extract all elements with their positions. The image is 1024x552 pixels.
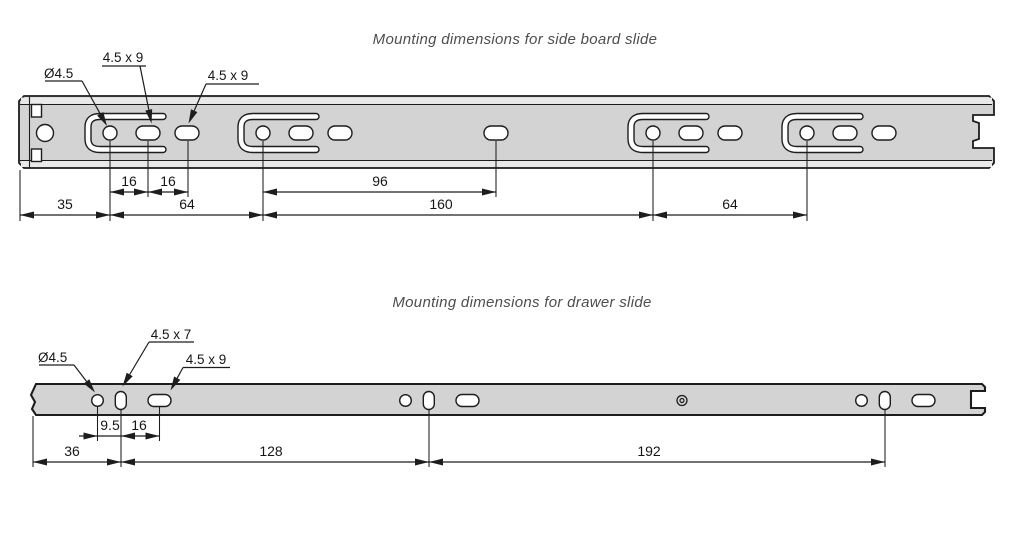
arrowhead <box>110 189 124 196</box>
end-notch-bottom <box>32 149 42 162</box>
arrowhead <box>121 433 135 440</box>
slot-hole <box>872 126 896 140</box>
arrowhead <box>33 459 47 466</box>
screw-hole <box>856 395 868 407</box>
rail-top-flange <box>21 98 992 105</box>
diagram-title-drawer: Mounting dimensions for drawer slide <box>392 294 652 311</box>
leader-line <box>130 342 149 375</box>
arrowhead <box>482 189 496 196</box>
dim-160: 160 <box>429 196 453 212</box>
dim-128: 128 <box>259 443 283 459</box>
sideboard-slide-diagram <box>19 31 994 221</box>
arrowhead <box>263 212 277 219</box>
rivet <box>677 396 687 406</box>
arrowhead <box>146 433 160 440</box>
sideboard-rail <box>19 96 994 168</box>
screw-hole <box>400 395 412 407</box>
dim-9-5: 9.5 <box>100 417 120 433</box>
arrowhead <box>174 189 188 196</box>
arrowhead <box>134 189 148 196</box>
leader-line <box>74 365 87 381</box>
arrowhead <box>871 459 885 466</box>
dim-16: 16 <box>131 417 147 433</box>
dim-16b: 16 <box>160 173 176 189</box>
dim-64a: 64 <box>179 196 195 212</box>
arrowhead <box>84 433 98 440</box>
dim-16a: 16 <box>121 173 137 189</box>
slot-hole <box>456 395 479 407</box>
screw-hole <box>103 126 117 140</box>
arrowhead <box>148 189 162 196</box>
arrowhead <box>107 459 121 466</box>
callout-slot-b: 4.5 x 9 <box>185 352 227 367</box>
vertical-slot-hole <box>115 392 126 410</box>
slot-hole <box>833 126 857 140</box>
slot-hole-middle <box>484 126 508 140</box>
screw-hole <box>800 126 814 140</box>
drawer-rail <box>31 384 985 415</box>
screw-hole <box>92 395 104 407</box>
arrowhead <box>20 212 34 219</box>
dim-96: 96 <box>372 173 388 189</box>
rail-bottom-flange <box>21 161 992 167</box>
arrowhead <box>415 459 429 466</box>
leader-line <box>177 368 183 379</box>
screw-hole <box>646 126 660 140</box>
slot-hole <box>289 126 313 140</box>
screw-hole <box>256 126 270 140</box>
arrowhead <box>121 459 135 466</box>
arrowhead <box>429 459 443 466</box>
dim-35: 35 <box>57 196 73 212</box>
callout-slot-b: 4.5 x 9 <box>207 68 249 83</box>
drawer-callouts <box>38 327 230 393</box>
diagram-title-sideboard: Mounting dimensions for side board slide <box>372 31 658 48</box>
slot-hole <box>328 126 352 140</box>
arrowhead <box>653 212 667 219</box>
screw-hole-end <box>37 125 54 142</box>
dim-36: 36 <box>64 443 80 459</box>
arrowhead <box>249 212 263 219</box>
vertical-slot-hole <box>879 392 890 410</box>
slot-hole <box>175 126 199 140</box>
rail-outline <box>31 384 985 415</box>
callout-slot-a: 4.5 x 7 <box>150 327 192 342</box>
slot-hole <box>136 126 160 140</box>
callout-slot-a: 4.5 x 9 <box>102 50 144 65</box>
slot-hole <box>148 395 171 407</box>
slot-hole <box>679 126 703 140</box>
arrowhead <box>96 212 110 219</box>
slot-hole <box>718 126 742 140</box>
dim-64b: 64 <box>722 196 738 212</box>
arrowhead <box>110 212 124 219</box>
arrowhead <box>793 212 807 219</box>
callout-diameter: Ø4.5 <box>38 350 68 365</box>
arrowhead <box>639 212 653 219</box>
callout-diameter: Ø4.5 <box>44 66 74 81</box>
dim-192: 192 <box>637 443 661 459</box>
slot-hole <box>912 395 935 407</box>
drawer-slide-diagram <box>31 294 985 467</box>
end-notch-top <box>32 105 42 118</box>
arrowhead <box>263 189 277 196</box>
vertical-slot-hole <box>423 392 434 410</box>
